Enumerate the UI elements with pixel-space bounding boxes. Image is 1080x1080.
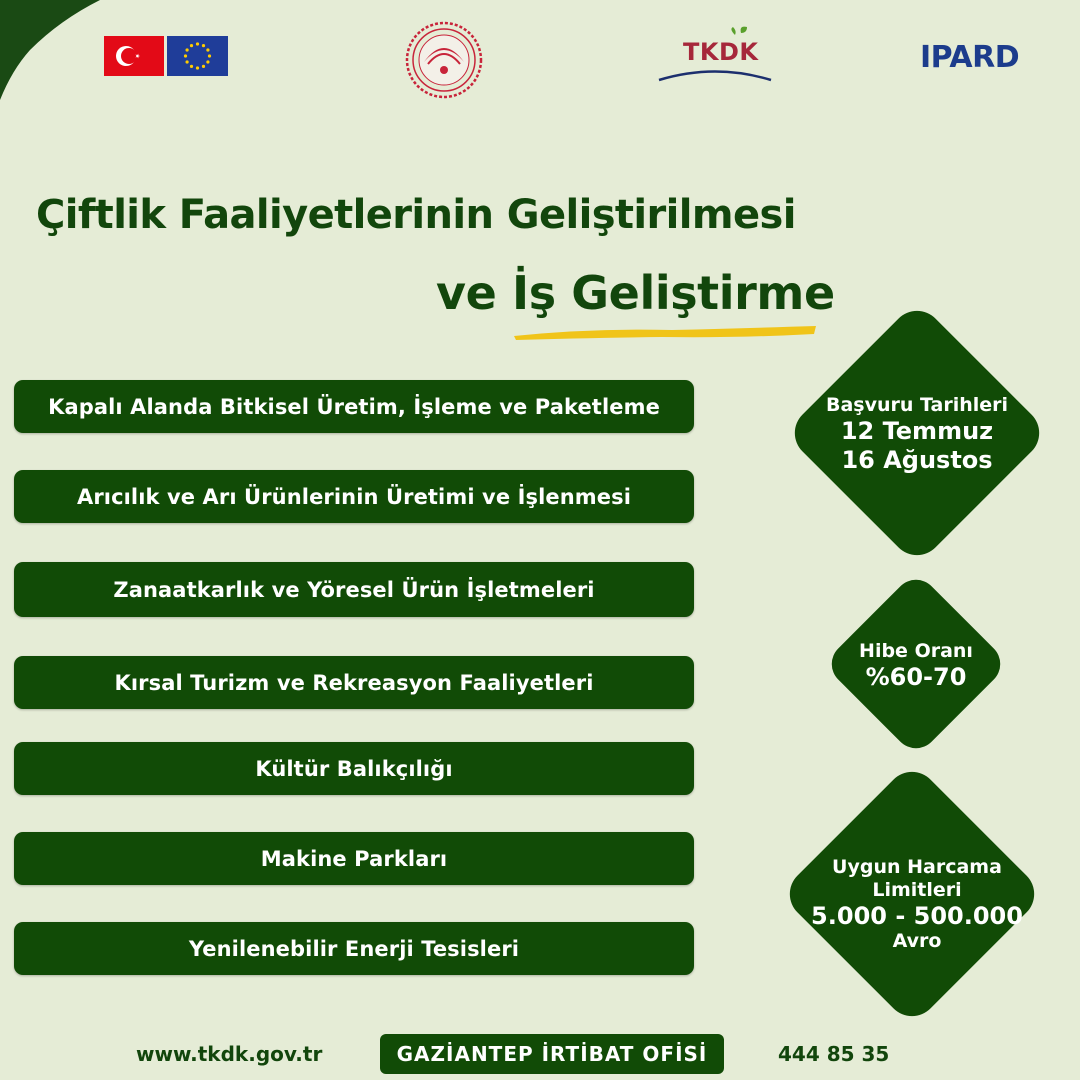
grant-label: Hibe Oranı xyxy=(859,640,973,662)
activity-item-crafts: Zanaatkarlık ve Yöresel Ürün İşletmeleri xyxy=(14,562,694,617)
activity-item-greenhouse: Kapalı Alanda Bitkisel Üretim, İşleme ve Paketleme xyxy=(14,380,694,433)
application-label: Başvuru Tarihleri xyxy=(825,394,1009,416)
phone-number[interactable]: 444 85 35 xyxy=(778,1042,890,1066)
grant-rate-text xyxy=(836,640,996,692)
activity-item-aquaculture: Kültür Balıkçılığı xyxy=(14,742,694,795)
activity-item-rural-tourism: Kırsal Turizm ve Rekreasyon Faaliyetleri xyxy=(14,656,694,709)
limits-label-line-1: Uygun Harcama xyxy=(832,856,1002,878)
eu-flag-icon xyxy=(167,36,228,76)
application-start-date: 12 Temmuz xyxy=(840,416,994,445)
limits-value: 5.000 - 500.000 xyxy=(811,901,1023,930)
office-name-badge: GAZİANTEP İRTİBAT OFİSİ xyxy=(380,1034,724,1074)
website-link[interactable]: www.tkdk.gov.tr xyxy=(136,1042,323,1066)
application-end-date: 16 Ağustos xyxy=(841,445,993,474)
tkdk-brand-text: TKDK xyxy=(683,38,759,66)
logo-bar xyxy=(0,0,1080,120)
limits-unit: Avro xyxy=(892,930,942,953)
title-underline-brush xyxy=(512,322,818,342)
application-dates-text xyxy=(797,394,1037,474)
expenditure-limits-text xyxy=(787,856,1047,953)
limits-label-line-2: Limitleri xyxy=(872,878,962,901)
title-line-2: ve İş Geliştirme xyxy=(436,266,835,320)
activity-item-machinery-parks: Makine Parkları xyxy=(14,832,694,885)
activity-item-beekeeping: Arıcılık ve Arı Ürünlerinin Üretimi ve İşlenmesi xyxy=(14,470,694,523)
turkey-flag-icon xyxy=(104,36,164,76)
ipard-logo-text: IPARD xyxy=(920,40,1020,75)
grant-value: %60-70 xyxy=(865,662,967,691)
ministry-seal-icon xyxy=(404,20,484,100)
activity-item-renewable-energy: Yenilenebilir Enerji Tesisleri xyxy=(14,922,694,975)
title-line-1: Çiftlik Faaliyetlerinin Geliştirilmesi xyxy=(36,192,796,238)
